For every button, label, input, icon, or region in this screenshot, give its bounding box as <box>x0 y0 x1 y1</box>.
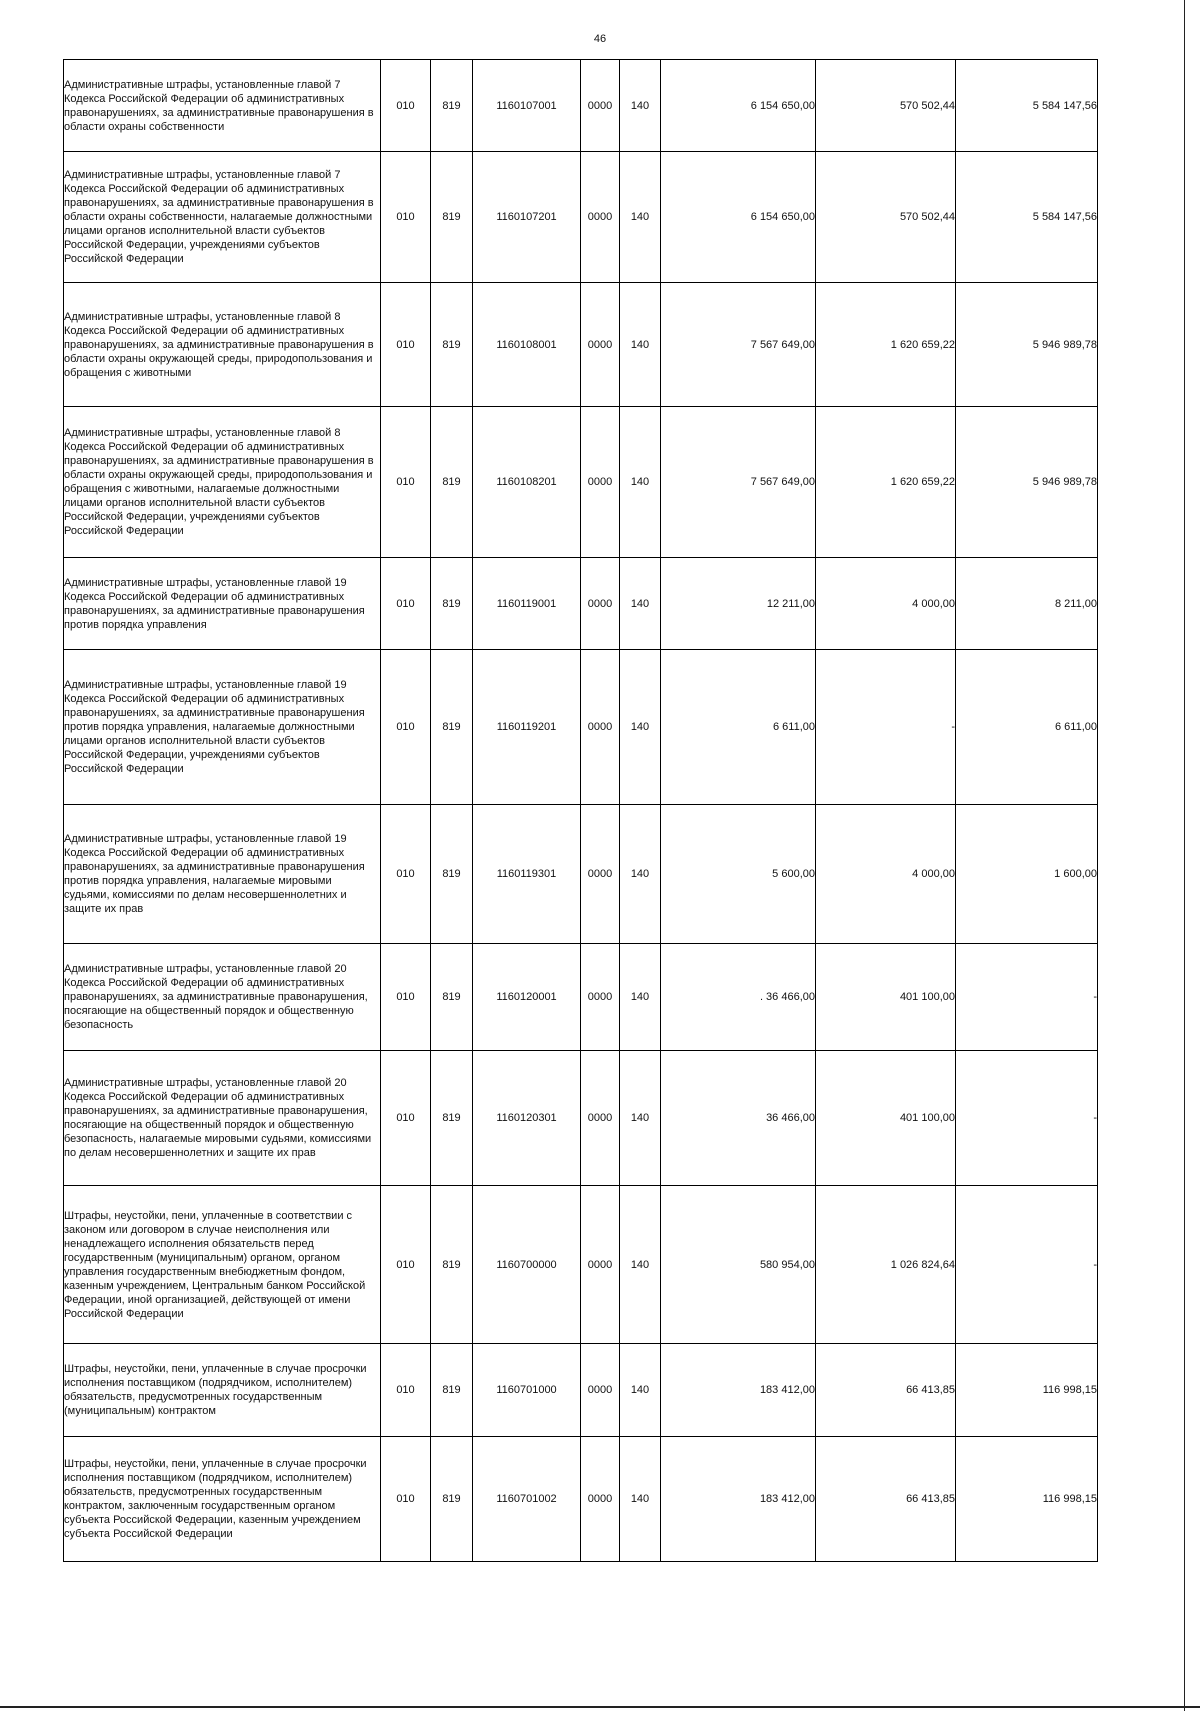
income-name-cell: Административные штрафы, установленные главой 19 Кодекса Российской Федерации об административных правонарушениях, за административные правонарушения против порядка управления <box>64 558 381 650</box>
table-row <box>64 407 1098 558</box>
executed-amount-cell: 1 620 659,22 <box>816 407 956 558</box>
remaining-amount-cell: 5 584 147,56 <box>956 152 1098 283</box>
remaining-amount-cell: 116 998,15 <box>956 1437 1098 1562</box>
approved-amount-cell: 183 412,00 <box>661 1437 816 1562</box>
sub-code-cell: 0000 <box>581 944 620 1051</box>
remaining-amount-cell: 5 584 147,56 <box>956 60 1098 152</box>
table-row <box>64 60 1098 152</box>
income-name-cell: Административные штрафы, установленные главой 20 Кодекса Российской Федерации об административных правонарушениях, за административные правонарушения, посягающие на общественный порядок и общественную безопасность, налагаемые мировыми судьями, комиссиями по делам несовершеннолетних и защите их прав <box>64 1051 381 1186</box>
table-row <box>64 1344 1098 1437</box>
approved-amount-cell: 6 154 650,00 <box>661 60 816 152</box>
page-number: 46 <box>593 33 607 45</box>
executed-amount-cell: 66 413,85 <box>816 1437 956 1562</box>
admin-code-cell: 819 <box>431 944 473 1051</box>
budget-class-code-cell: 1160107201 <box>473 152 581 283</box>
executed-amount-cell: 66 413,85 <box>816 1344 956 1437</box>
admin-code-cell: 819 <box>431 558 473 650</box>
executed-amount-cell: 1 620 659,22 <box>816 283 956 407</box>
line-code-cell: 010 <box>381 60 431 152</box>
kosgu-code-cell: 140 <box>620 805 661 944</box>
budget-class-code-cell: 1160119001 <box>473 558 581 650</box>
kosgu-code-cell: 140 <box>620 1186 661 1344</box>
approved-amount-cell: 5 600,00 <box>661 805 816 944</box>
admin-code-cell: 819 <box>431 1437 473 1562</box>
sub-code-cell: 0000 <box>581 1051 620 1186</box>
approved-amount-cell: 36 466,00 <box>661 1051 816 1186</box>
line-code-cell: 010 <box>381 1437 431 1562</box>
executed-amount-cell: 401 100,00 <box>816 944 956 1051</box>
sub-code-cell: 0000 <box>581 407 620 558</box>
line-code-cell: 010 <box>381 650 431 805</box>
remaining-amount-cell: - <box>956 1186 1098 1344</box>
income-name-cell: Штрафы, неустойки, пени, уплаченные в случае просрочки исполнения поставщиком (подрядчиком, исполнителем) обязательств, предусмотренных государственным контрактом, заключенным государственным органом субъекта Российской Федерации, казенным учреждением субъекта Российской Федерации <box>64 1437 381 1562</box>
approved-amount-cell: 7 567 649,00 <box>661 283 816 407</box>
approved-amount-cell: . 36 466,00 <box>661 944 816 1051</box>
budget-class-code-cell: 1160701000 <box>473 1344 581 1437</box>
scan-right-edge-line <box>1184 0 1185 1711</box>
sub-code-cell: 0000 <box>581 650 620 805</box>
budget-revenue-table <box>63 59 1098 1562</box>
remaining-amount-cell: 5 946 989,78 <box>956 407 1098 558</box>
budget-class-code-cell: 1160108001 <box>473 283 581 407</box>
kosgu-code-cell: 140 <box>620 1051 661 1186</box>
admin-code-cell: 819 <box>431 60 473 152</box>
approved-amount-cell: 183 412,00 <box>661 1344 816 1437</box>
table-row <box>64 152 1098 283</box>
approved-amount-cell: 7 567 649,00 <box>661 407 816 558</box>
income-name-cell: Штрафы, неустойки, пени, уплаченные в соответствии с законом или договором в случае неисполнения или ненадлежащего исполнения обязательств перед государственным (муниципальным) органом, органом управления государственным внебюджетным фондом, казенным учреждением, Центральным банком Российской Федерации, иной организацией, действующей от имени Российской Федерации <box>64 1186 381 1344</box>
admin-code-cell: 819 <box>431 1051 473 1186</box>
budget-class-code-cell: 1160120301 <box>473 1051 581 1186</box>
executed-amount-cell: 570 502,44 <box>816 152 956 283</box>
line-code-cell: 010 <box>381 283 431 407</box>
table-row <box>64 1186 1098 1344</box>
sub-code-cell: 0000 <box>581 1186 620 1344</box>
admin-code-cell: 819 <box>431 407 473 558</box>
budget-class-code-cell: 1160701002 <box>473 1437 581 1562</box>
remaining-amount-cell: 1 600,00 <box>956 805 1098 944</box>
sub-code-cell: 0000 <box>581 1344 620 1437</box>
line-code-cell: 010 <box>381 558 431 650</box>
table-row <box>64 1437 1098 1562</box>
executed-amount-cell: 1 026 824,64 <box>816 1186 956 1344</box>
kosgu-code-cell: 140 <box>620 1344 661 1437</box>
executed-amount-cell: 401 100,00 <box>816 1051 956 1186</box>
income-name-cell: Штрафы, неустойки, пени, уплаченные в случае просрочки исполнения поставщиком (подрядчиком, исполнителем) обязательств, предусмотренных государственным (муниципальным) контрактом <box>64 1344 381 1437</box>
sub-code-cell: 0000 <box>581 558 620 650</box>
table-row <box>64 650 1098 805</box>
executed-amount-cell: 570 502,44 <box>816 60 956 152</box>
remaining-amount-cell: 5 946 989,78 <box>956 283 1098 407</box>
kosgu-code-cell: 140 <box>620 152 661 283</box>
admin-code-cell: 819 <box>431 1186 473 1344</box>
budget-class-code-cell: 1160700000 <box>473 1186 581 1344</box>
budget-class-code-cell: 1160119201 <box>473 650 581 805</box>
table-row <box>64 1051 1098 1186</box>
kosgu-code-cell: 140 <box>620 283 661 407</box>
approved-amount-cell: 580 954,00 <box>661 1186 816 1344</box>
scan-bottom-edge-line <box>0 1706 1200 1708</box>
remaining-amount-cell: - <box>956 944 1098 1051</box>
approved-amount-cell: 12 211,00 <box>661 558 816 650</box>
sub-code-cell: 0000 <box>581 283 620 407</box>
sub-code-cell: 0000 <box>581 1437 620 1562</box>
income-name-cell: Административные штрафы, установленные главой 19 Кодекса Российской Федерации об административных правонарушениях, за административные правонарушения против порядка управления, налагаемые должностными лицами органов исполнительной власти субъектов Российской Федерации, учреждениями субъектов Российской Федерации <box>64 650 381 805</box>
remaining-amount-cell: - <box>956 1051 1098 1186</box>
budget-class-code-cell: 1160108201 <box>473 407 581 558</box>
line-code-cell: 010 <box>381 944 431 1051</box>
kosgu-code-cell: 140 <box>620 407 661 558</box>
admin-code-cell: 819 <box>431 1344 473 1437</box>
admin-code-cell: 819 <box>431 283 473 407</box>
sub-code-cell: 0000 <box>581 152 620 283</box>
budget-class-code-cell: 1160107001 <box>473 60 581 152</box>
remaining-amount-cell: 8 211,00 <box>956 558 1098 650</box>
table-row <box>64 558 1098 650</box>
kosgu-code-cell: 140 <box>620 60 661 152</box>
approved-amount-cell: 6 611,00 <box>661 650 816 805</box>
admin-code-cell: 819 <box>431 650 473 805</box>
table-row <box>64 283 1098 407</box>
kosgu-code-cell: 140 <box>620 1437 661 1562</box>
line-code-cell: 010 <box>381 1051 431 1186</box>
sub-code-cell: 0000 <box>581 60 620 152</box>
kosgu-code-cell: 140 <box>620 944 661 1051</box>
budget-class-code-cell: 1160119301 <box>473 805 581 944</box>
kosgu-code-cell: 140 <box>620 558 661 650</box>
line-code-cell: 010 <box>381 1344 431 1437</box>
line-code-cell: 010 <box>381 152 431 283</box>
budget-class-code-cell: 1160120001 <box>473 944 581 1051</box>
income-name-cell: Административные штрафы, установленные главой 20 Кодекса Российской Федерации об административных правонарушениях, за административные правонарушения, посягающие на общественный порядок и общественную безопасность <box>64 944 381 1051</box>
executed-amount-cell: 4 000,00 <box>816 558 956 650</box>
executed-amount-cell: - <box>816 650 956 805</box>
table-row <box>64 944 1098 1051</box>
executed-amount-cell: 4 000,00 <box>816 805 956 944</box>
income-name-cell: Административные штрафы, установленные главой 7 Кодекса Российской Федерации об административных правонарушениях, за административные правонарушения в области охраны собственности, налагаемые должностными лицами органов исполнительной власти субъектов Российской Федерации, учреждениями субъектов Российской Федерации <box>64 152 381 283</box>
remaining-amount-cell: 116 998,15 <box>956 1344 1098 1437</box>
remaining-amount-cell: 6 611,00 <box>956 650 1098 805</box>
table-row <box>64 805 1098 944</box>
table-body <box>64 60 1098 1562</box>
admin-code-cell: 819 <box>431 805 473 944</box>
income-name-cell: Административные штрафы, установленные главой 19 Кодекса Российской Федерации об административных правонарушениях, за административные правонарушения против порядка управления, налагаемые мировыми судьями, комиссиями по делам несовершеннолетних и защите их прав <box>64 805 381 944</box>
income-name-cell: Административные штрафы, установленные главой 8 Кодекса Российской Федерации об административных правонарушениях, за административные правонарушения в области охраны окружающей среды, природопользования и обращения с животными, налагаемые должностными лицами органов исполнительной власти субъектов Российской Федерации, учреждениями субъектов Российской Федерации <box>64 407 381 558</box>
approved-amount-cell: 6 154 650,00 <box>661 152 816 283</box>
income-name-cell: Административные штрафы, установленные главой 7 Кодекса Российской Федерации об административных правонарушениях, за административные правонарушения в области охраны собственности <box>64 60 381 152</box>
line-code-cell: 010 <box>381 407 431 558</box>
admin-code-cell: 819 <box>431 152 473 283</box>
kosgu-code-cell: 140 <box>620 650 661 805</box>
line-code-cell: 010 <box>381 805 431 944</box>
line-code-cell: 010 <box>381 1186 431 1344</box>
sub-code-cell: 0000 <box>581 805 620 944</box>
income-name-cell: Административные штрафы, установленные главой 8 Кодекса Российской Федерации об административных правонарушениях, за административные правонарушения в области охраны окружающей среды, природопользования и обращения с животными <box>64 283 381 407</box>
